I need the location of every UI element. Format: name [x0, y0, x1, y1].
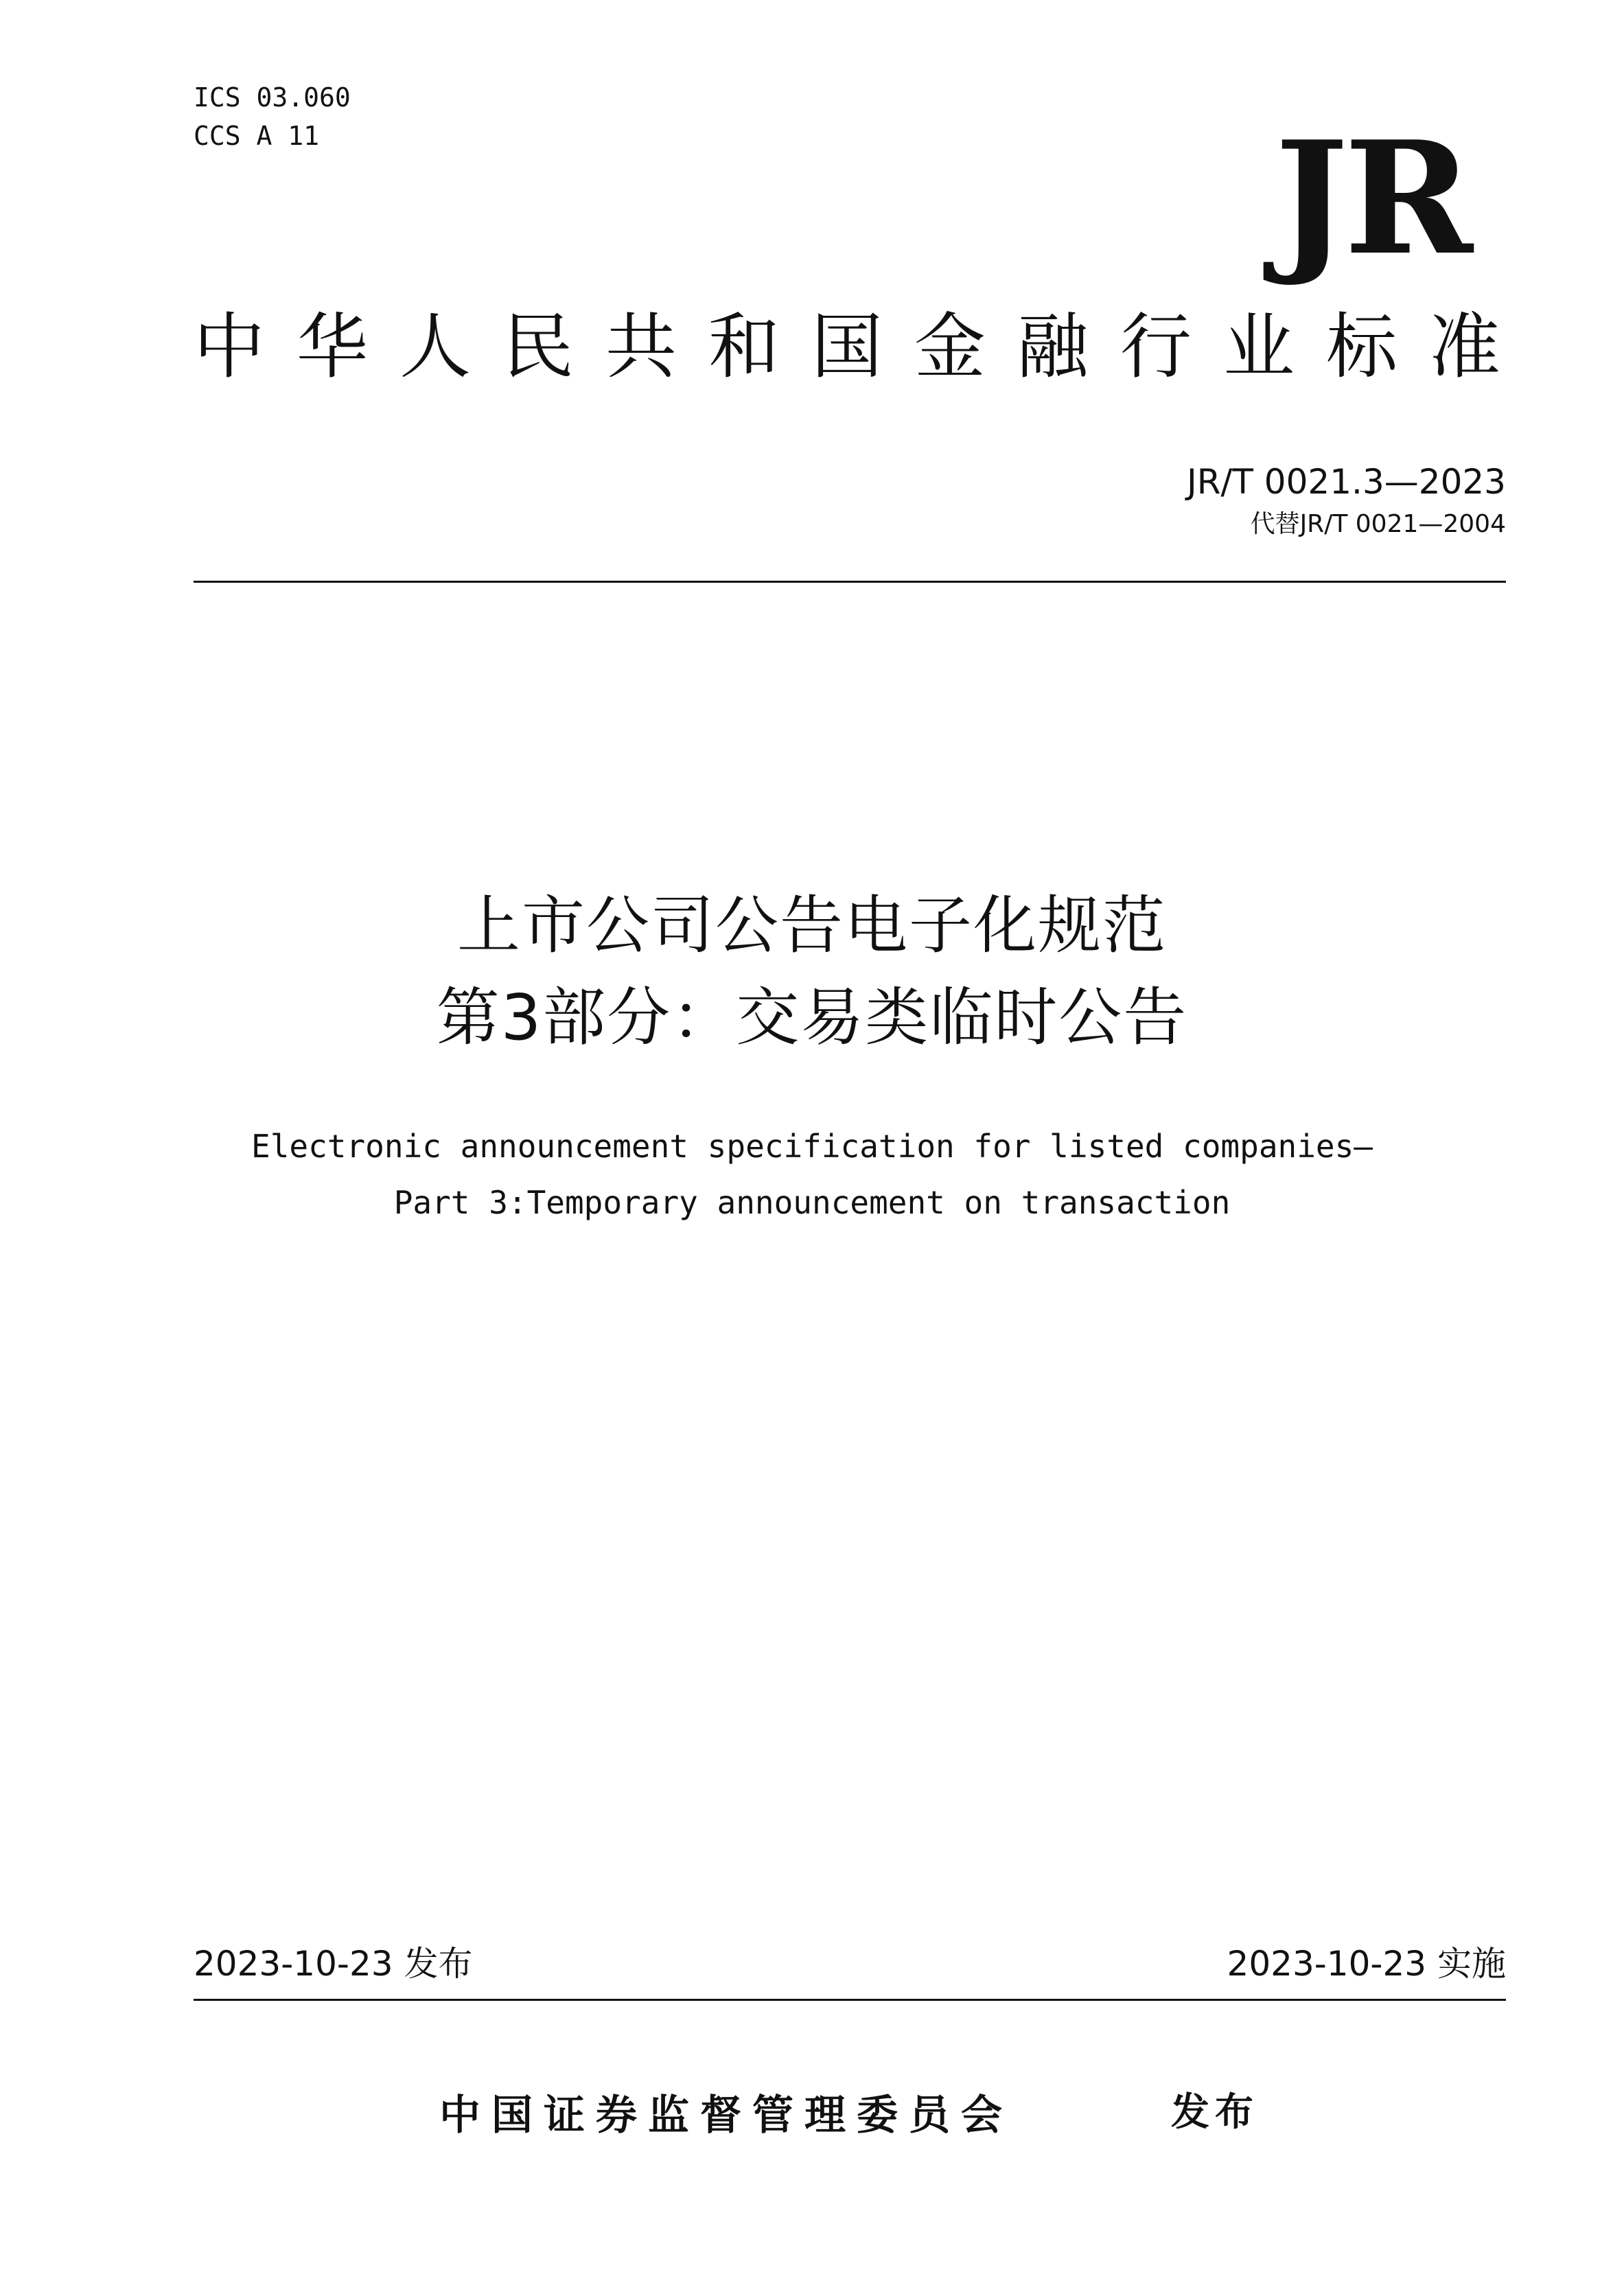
implement-date: 2023-10-23 实施	[1227, 1944, 1506, 1984]
standard-category-heading: 中华人民共和国金融行业标准	[194, 305, 1533, 389]
english-title-line-2: Part 3:Temporary announcement on transaction	[393, 1184, 1231, 1221]
english-title-line-1: Electronic announcement specification for listed companies—	[251, 1128, 1373, 1165]
header-divider	[194, 581, 1506, 583]
standard-number: JR/T 0021.3—2023	[1187, 462, 1506, 502]
replaces-standard: 代替JR/T 0021—2004	[1250, 510, 1506, 538]
footer-divider	[194, 1999, 1506, 2001]
issuing-action: 发布	[1171, 2090, 1259, 2135]
ics-code: ICS 03.060	[194, 82, 351, 113]
issuing-authority: 中国证券监督管理委员会	[439, 2091, 1013, 2140]
jr-logo: JR	[1275, 108, 1469, 290]
classification-codes	[194, 78, 351, 155]
ccs-code: CCS A 11	[194, 121, 320, 151]
chinese-title-line-1: 上市公司公告电子化规范	[456, 889, 1167, 962]
chinese-title-line-2: 第3部分：交易类临时公告	[436, 981, 1188, 1054]
publish-date: 2023-10-23 发布	[194, 1944, 473, 1984]
